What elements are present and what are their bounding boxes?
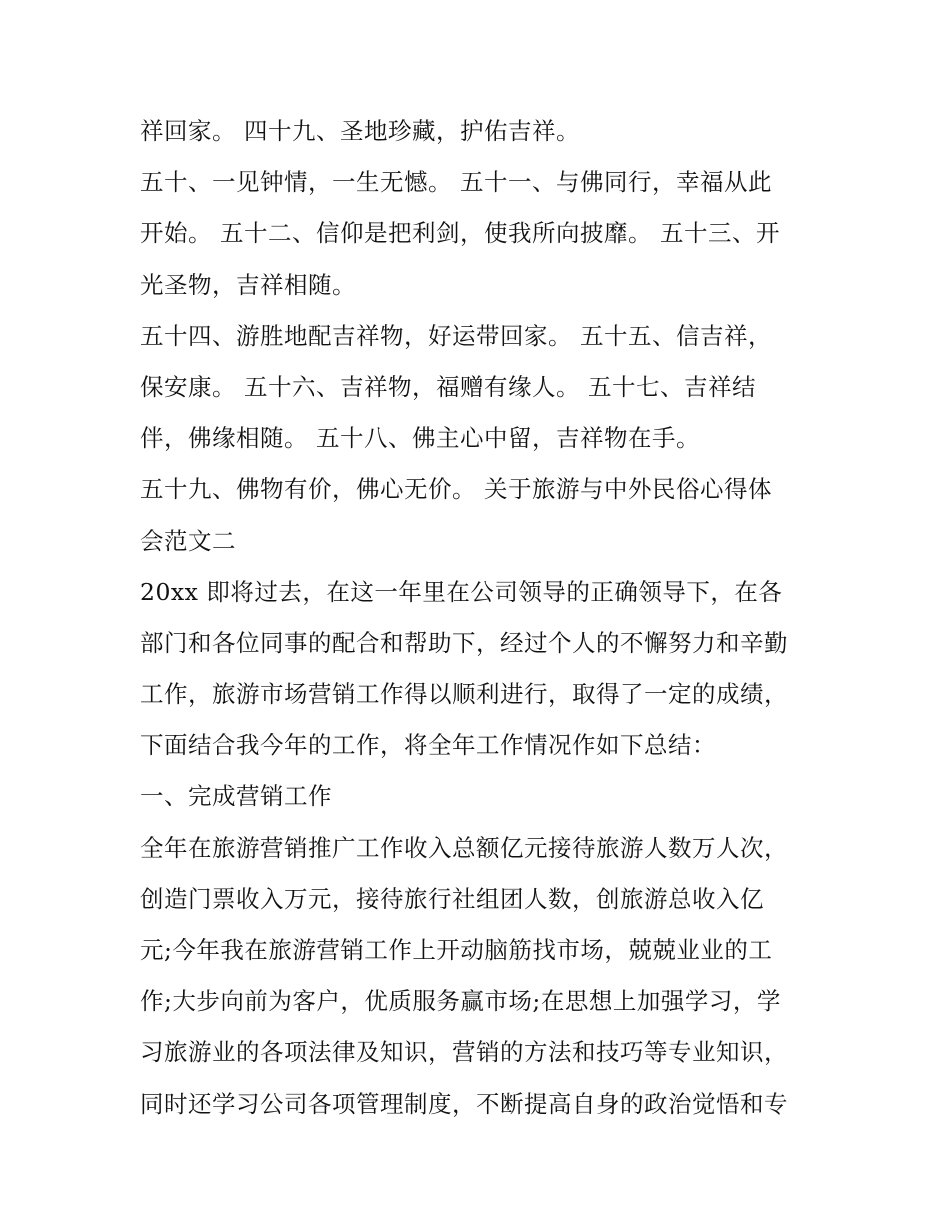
text-line: 会范文二 bbox=[140, 526, 236, 555]
text-line: 作;大步向前为客户，优质服务赢市场;在思想上加强学习，学 bbox=[140, 987, 781, 1016]
text-line: 开始。 五十二、信仰是把利剑，使我所向披靡。 五十三、开 bbox=[140, 219, 780, 248]
text-line: 元;今年我在旅游营销工作上开动脑筋找市场，兢兢业业的工 bbox=[140, 936, 773, 964]
text-line: 部门和各位同事的配合和帮助下，经过个人的不懈努力和辛勤 bbox=[140, 628, 788, 657]
section-heading: 一、完成营销工作 bbox=[140, 782, 332, 811]
text-line: 下面结合我今年的工作，将全年工作情况作如下总结： bbox=[140, 731, 716, 760]
text-line: 五十四、游胜地配吉祥物，好运带回家。 五十五、信吉祥， bbox=[140, 321, 772, 350]
text-line: 同时还学习公司各项管理制度，不断提高自身的政治觉悟和专 bbox=[140, 1089, 788, 1118]
text-line: 保安康。 五十六、吉祥物，福赠有缘人。 五十七、吉祥结 bbox=[140, 372, 756, 401]
text-line: 20xx 即将过去，在这一年里在公司领导的正确领导下，在各 bbox=[140, 577, 783, 606]
text-line: 五十、一见钟情，一生无憾。 五十一、与佛同行，幸福从此 bbox=[140, 168, 772, 197]
text-line: 祥回家。 四十九、圣地珍藏，护佑吉祥。 bbox=[140, 117, 580, 145]
text-line: 习旅游业的各项法律及知识，营销的方法和技巧等专业知识， bbox=[140, 1038, 788, 1067]
text-line: 工作，旅游市场营销工作得以顺利进行，取得了一定的成绩， bbox=[140, 680, 788, 709]
text-line: 伴，佛缘相随。 五十八、佛主心中留，吉祥物在手。 bbox=[140, 424, 700, 453]
text-line: 创造门票收入万元，接待旅行社组团人数，创旅游总收入亿 bbox=[140, 884, 764, 913]
document-body bbox=[140, 106, 840, 1130]
text-line: 全年在旅游营销推广工作收入总额亿元接待旅游人数万人次， bbox=[140, 833, 788, 862]
text-line: 光圣物，吉祥相随。 bbox=[140, 270, 356, 299]
text-line: 五十九、佛物有价，佛心无价。 关于旅游与中外民俗心得体 bbox=[140, 475, 772, 504]
